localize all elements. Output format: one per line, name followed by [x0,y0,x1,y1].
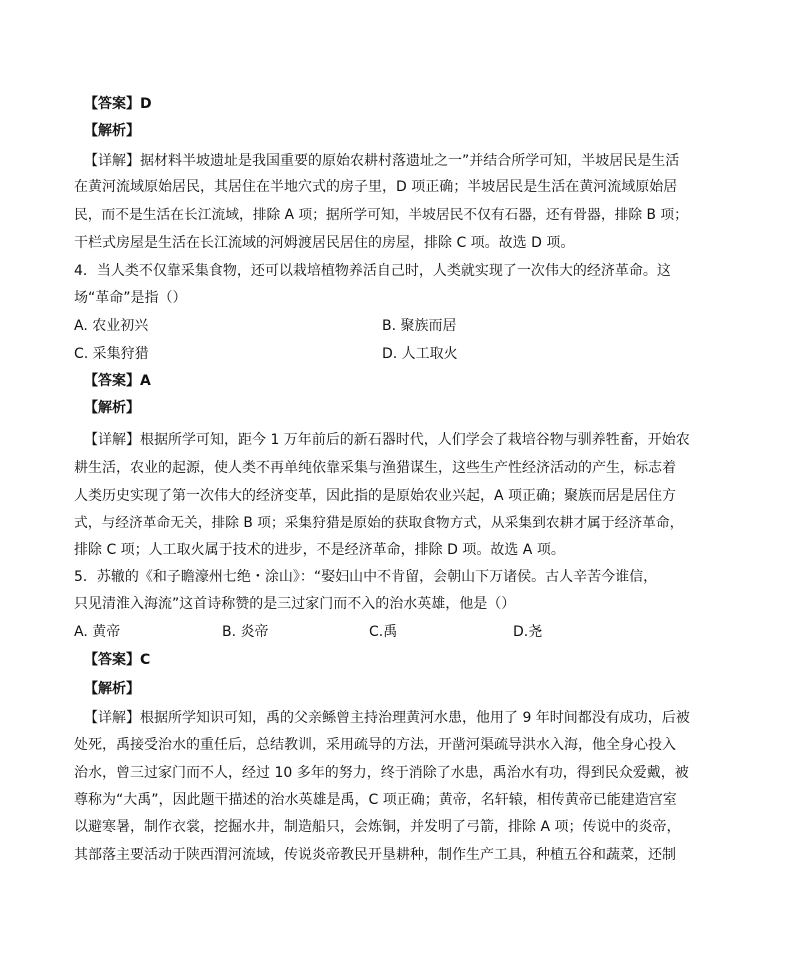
q5-detail-line: 尊称为“大禹”，因此题干描述的治水英雄是禹，C 项正确；黄帝，名轩辕，相传黄帝已能建造宫室 [74,792,677,808]
q4-detail-line: 式，与经济革命无关，排除 B 项；采集狩猎是原始的获取食物方式，从采集到农耕才属于经济革命， [74,515,684,531]
q3-answer: 【答案】D [84,96,152,112]
q5-option-c: C.禹 [369,624,398,640]
q3-detail-line: 干栏式房屋是生活在长江流域的河姆渡居民居住的房屋，排除 C 项。故选 D 项。 [74,235,575,251]
q5-option-d: D.尧 [513,624,543,640]
q5-answer: 【答案】C [84,652,151,668]
q5-detail-line: 治水，曾三过家门而不人，经过 10 多年的努力，终于消除了水患，禹治水有功，得到民众爱戴，被 [74,765,689,781]
q4-analysis-heading: 【解析】 [84,400,140,416]
q4-option-c: C. 采集狩猎 [74,346,149,362]
q3-detail-line: 民，而不是生活在长江流域，排除 A 项；据所学可知，半坡居民不仅有石器，还有骨器，排除 B 项； [74,207,688,223]
q3-detail-line: 【详解】据材料半坡遗址是我国重要的原始农耕村落遗址之一”并结合所学可知，半坡居民是生活 [84,153,680,169]
q5-option-b: B. 炎帝 [222,624,269,640]
q5-detail-line: 【详解】根据所学知识可知，禹的父亲鲧曾主持治理黄河水患，他用了 9 年时间都没有成功，后被 [84,710,690,726]
q5-detail-line: 其部落主要活动于陕西渭河流域，传说炎帝教民开垦耕种，制作生产工具，种植五谷和蔬菜，还制 [74,847,676,863]
q4-detail-line: 【详解】根据所学可知，距今 1 万年前后的新石器时代，人们学会了栽培谷物与驯养牲畜，开始农 [84,432,690,448]
q4-detail-line: 耕生活，农业的起源，使人类不再单纯依靠采集与渔猎谋生，这些生产性经济活动的产生，标志着 [74,460,676,476]
q4-answer: 【答案】A [84,373,151,389]
q5-detail-line: 以避寒暑，制作衣裳，挖掘水井，制造船只，会炼铜，并发明了弓箭，排除 A 项；传说中的炎帝， [74,819,681,835]
q5-option-a: A. 黄帝 [74,624,121,640]
q5-stem-line: 5．苏辙的《和子瞻濠州七绝・涂山》：“娶妇山中不肯留，会朝山下万诸侯。古人辛苦今谁信， [74,569,658,585]
q4-option-d: D. 人工取火 [382,346,458,362]
q5-stem-line: 只见清淮入海流”这首诗称赞的是三过家门而不入的治水英雄，他是（） [74,596,516,612]
q5-detail-line: 处死，禹接受治水的重任后，总结教训，采用疏导的方法，开凿河渠疏导洪水入海，他全身心投入 [74,737,676,753]
q4-detail-line: 人类历史实现了第一次伟大的经济变革，因此指的是原始农业兴起，A 项正确；聚族而居是居住方 [74,488,677,504]
q3-detail-line: 在黄河流域原始居民，其居住在半地穴式的房子里，D 项正确；半坡居民是生活在黄河流域原始居 [74,179,678,195]
q4-stem-line: 4．当人类不仅靠采集食物，还可以栽培植物养活自己时，人类就实现了一次伟大的经济革命。这 [74,263,671,279]
q4-detail-line: 排除 C 项；人工取火属于技术的进步，不是经济革命，排除 D 项。故选 A 项。 [74,542,565,558]
q4-option-a: A. 农业初兴 [74,318,149,334]
q3-analysis-heading: 【解析】 [84,123,140,139]
q4-stem-line: 场“革命”是指（） [74,290,187,306]
q5-analysis-heading: 【解析】 [84,681,140,697]
q4-option-b: B. 聚族而居 [382,318,457,334]
